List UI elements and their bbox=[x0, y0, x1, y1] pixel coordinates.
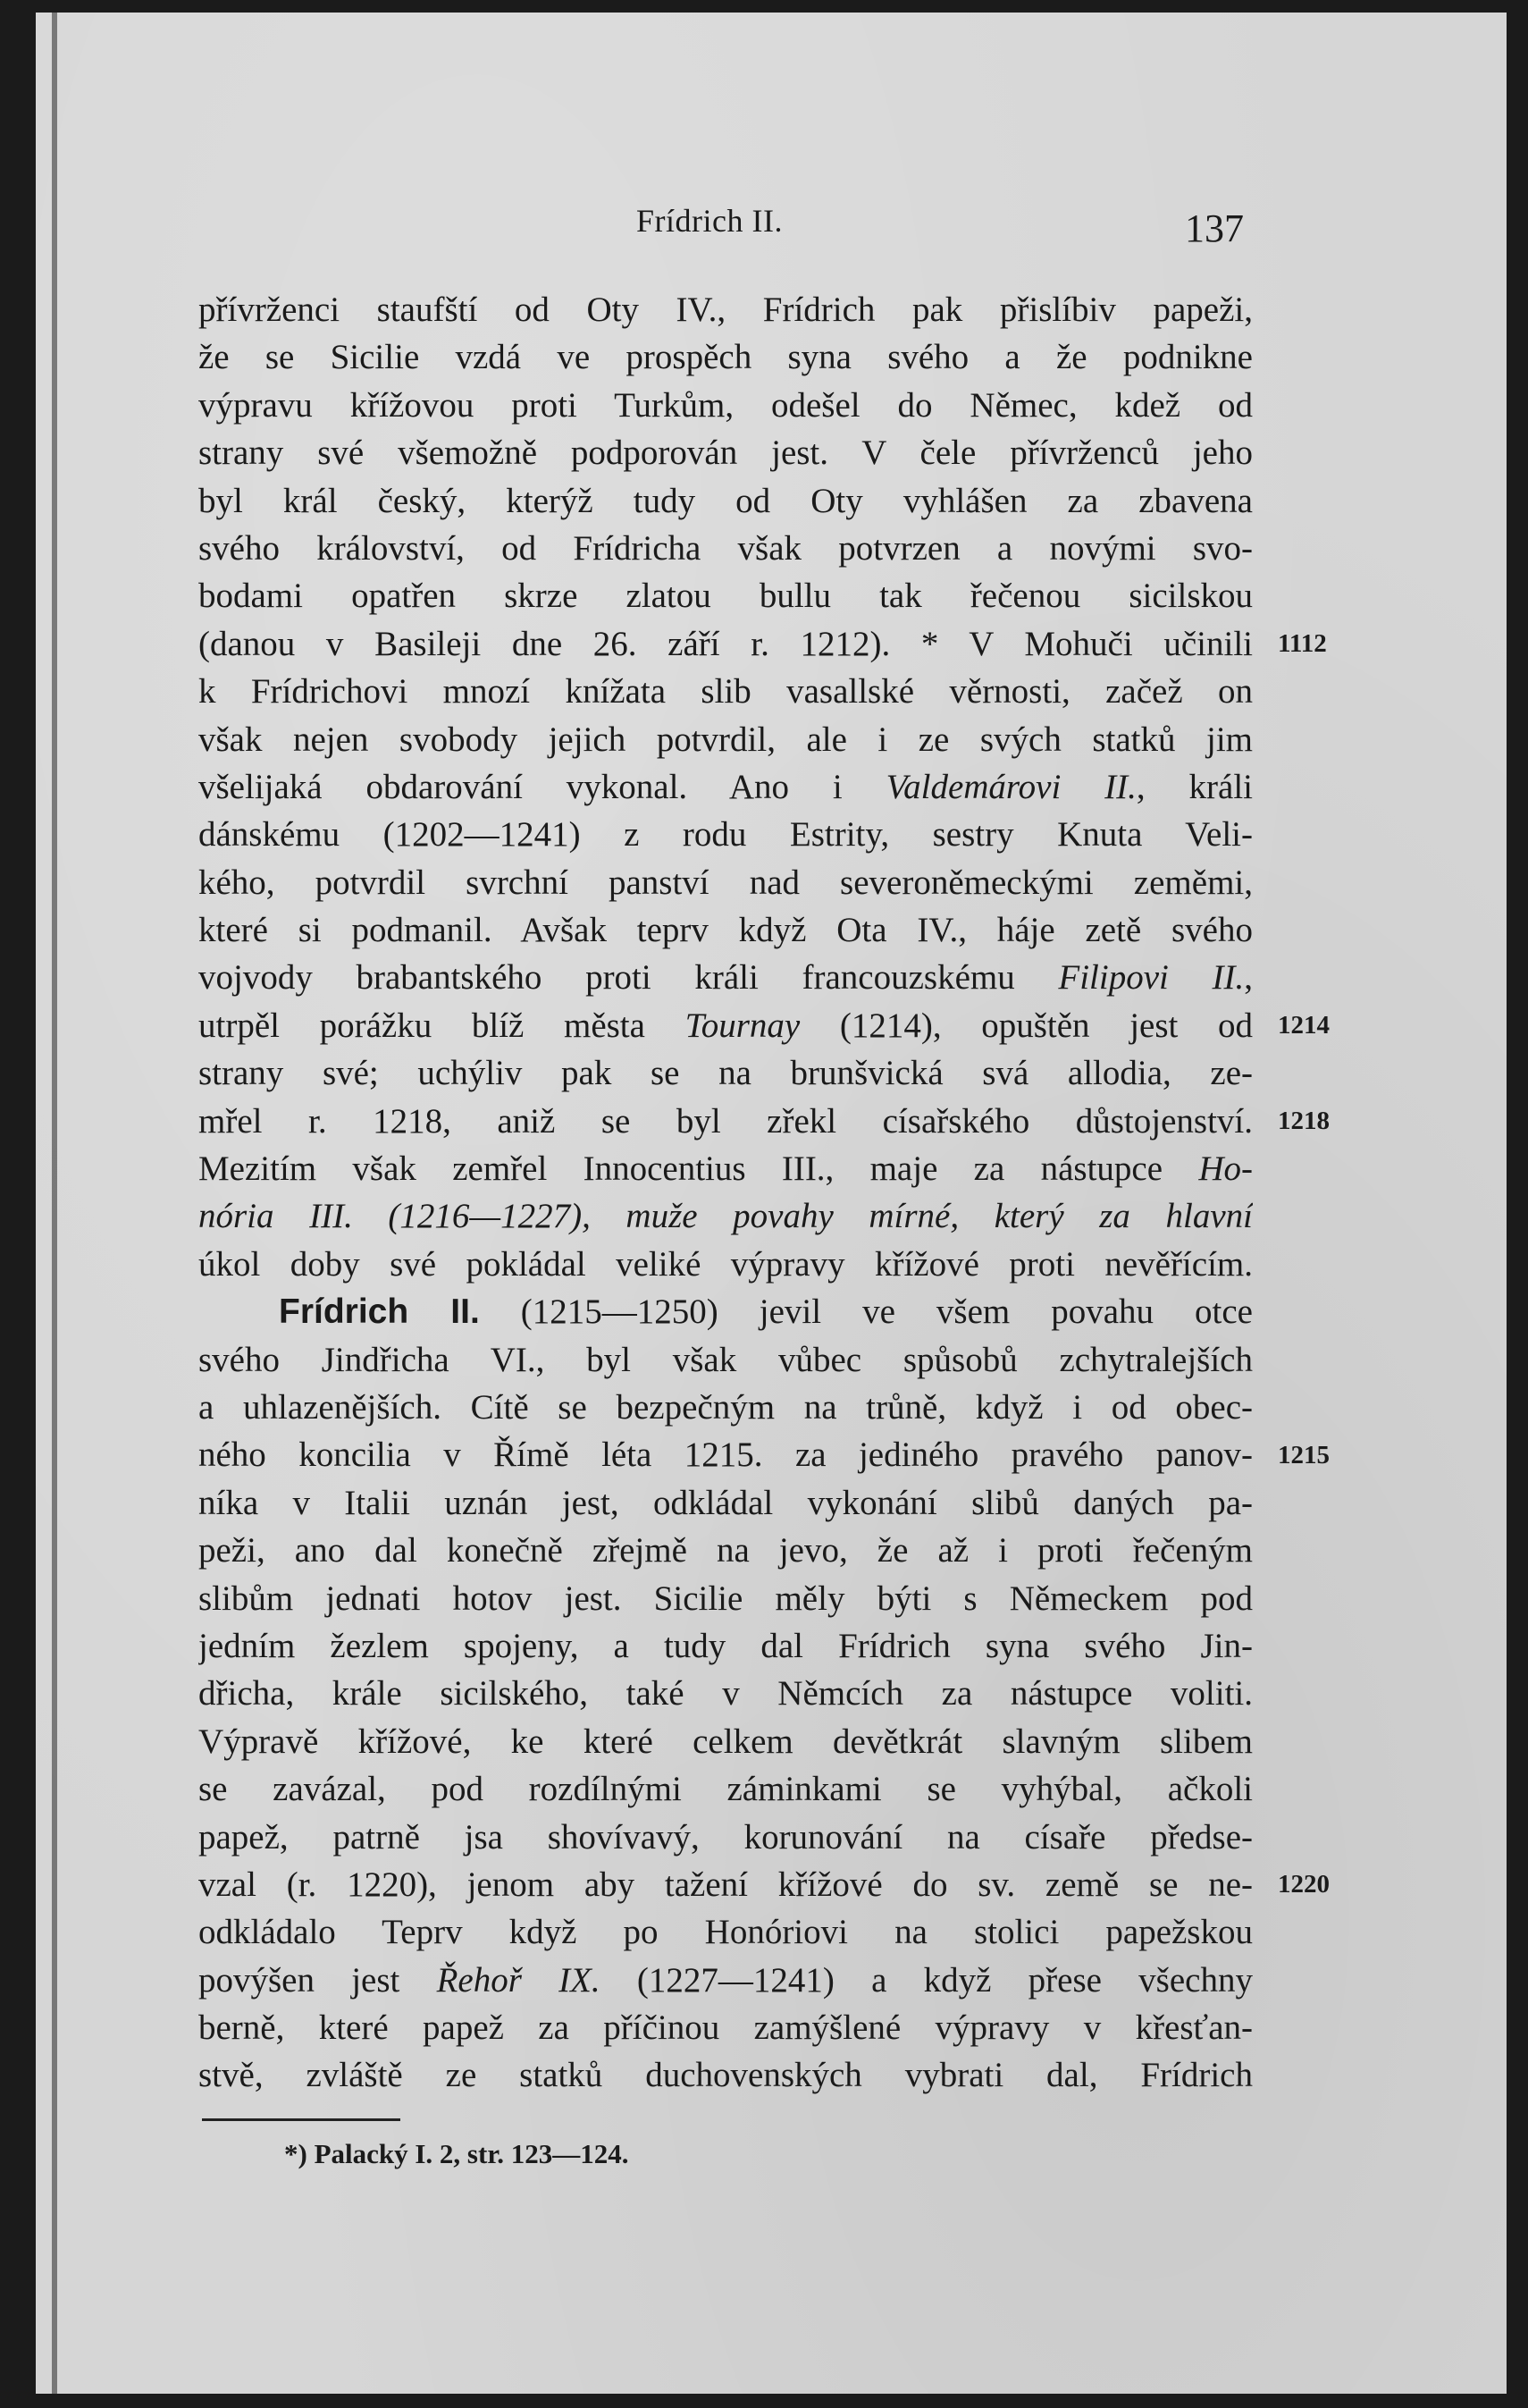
text-line: svého Jindřicha VI., byl však vůbec spůsobů zchytralejších bbox=[198, 1340, 1253, 1379]
text-segment: Mezitím však zemřel Innocentius III., maje za nástupce bbox=[198, 1149, 1199, 1189]
text-line: peži, ano dal konečně zřejmě na jevo, že až i proti řečeným bbox=[198, 1531, 1253, 1570]
text-line bbox=[198, 763, 1253, 811]
italic-name: Tournay bbox=[684, 1006, 801, 1045]
text-segment: utrpěl porážku blíž města bbox=[198, 1006, 685, 1045]
text-line: k Frídrichovi mnozí knížata slib vasallské věrnosti, začež on bbox=[198, 672, 1253, 711]
page-number: 137 bbox=[1185, 206, 1244, 250]
text-line: (danou v Basileji dne 26. září r. 1212). * V Mohuči učinili bbox=[198, 624, 1253, 663]
italic-name: Ho- bbox=[1198, 1149, 1253, 1189]
text-line: svého království, od Frídricha však potvrzen a novými svo- bbox=[198, 528, 1253, 568]
body-text bbox=[198, 286, 1253, 2100]
text-line: kého, potvrdil svrchní panství nad severoněmeckými zeměmi, bbox=[198, 863, 1253, 902]
text-line: které si podmanil. Avšak teprv když Ota IV., háje zetě svého bbox=[198, 911, 1253, 950]
text-segment: všelijaká obdarování vykonal. Ano i bbox=[198, 767, 886, 806]
text-line: dřicha, krále sicilského, také v Němcích za nástupce voliti. bbox=[198, 1674, 1253, 1713]
text-line: strany své všemožně podporován jest. V čele přívrženců jeho bbox=[198, 434, 1253, 473]
footnote: *) Palacký I. 2, str. 123—124. bbox=[284, 2138, 629, 2169]
text-line: strany své; uchýliv pak se na brunšvická svá allodia, ze- bbox=[198, 1054, 1253, 1093]
text-segment: , bbox=[1244, 958, 1253, 998]
margin-year: 1214 bbox=[1278, 1011, 1330, 1040]
text-line: Výpravě křížové, ke které celkem devětkrát slavným slibem bbox=[198, 1722, 1253, 1761]
binding-gutter bbox=[52, 13, 57, 2394]
text-line: dánskému (1202—1241) z rodu Estrity, sestry Knuta Veli- bbox=[198, 815, 1253, 855]
text-line bbox=[198, 1002, 1253, 1049]
text-line: níka v Italii uznán jest, odkládal vykonání slibů daných pa- bbox=[198, 1483, 1253, 1522]
text-line bbox=[198, 1145, 1253, 1192]
italic-name: nória III. (1216—1227), muže povahy mírné, který za hlavní bbox=[198, 1197, 1253, 1236]
text-line: slibům jednati hotov jest. Sicilie měly býti s Německem pod bbox=[198, 1579, 1253, 1618]
text-line: ného koncilia v Římě léta 1215. za jediného pravého panov- bbox=[198, 1436, 1253, 1475]
text-segment: , králi bbox=[1136, 767, 1253, 806]
running-head bbox=[0, 202, 1528, 256]
text-segment: (1227—1241) a když přese všechny bbox=[600, 1960, 1253, 2000]
text-line: výpravu křížovou proti Turkům, odešel do Němec, kdež od bbox=[198, 385, 1253, 425]
paragraph-start-line bbox=[198, 1288, 1253, 1335]
text-line: se zavázal, pod rozdílnými záminkami se vyhýbal, ačkoli bbox=[198, 1770, 1253, 1809]
italic-name: Filipovi II. bbox=[1058, 958, 1245, 998]
text-line: že se Sicilie vzdá ve prospěch syna svého a že podnikne bbox=[198, 338, 1253, 377]
text-line: přívrženci staufští od Oty IV., Frídrich pak přislíbiv papeži, bbox=[198, 290, 1253, 329]
text-line bbox=[198, 1192, 1253, 1240]
text-line bbox=[198, 954, 1253, 1001]
margin-year: 1220 bbox=[1278, 1870, 1330, 1899]
text-line: však nejen svobody jejich potvrdil, ale i ze svých statků jim bbox=[198, 720, 1253, 759]
text-line: papež, patrně jsa shovívavý, korunování na císaře předse- bbox=[198, 1817, 1253, 1857]
margin-year: 1112 bbox=[1278, 628, 1327, 658]
text-line: berně, které papež za příčinou zamýšlené výpravy v křesťan- bbox=[198, 2008, 1253, 2048]
running-title: Frídrich II. bbox=[636, 203, 783, 239]
section-heading: Frídrich II. bbox=[279, 1292, 480, 1332]
italic-name: Valdemárovi II. bbox=[886, 767, 1137, 806]
text-line: úkol doby své pokládal veliké výpravy křížové proti nevěřícím. bbox=[198, 1244, 1253, 1284]
text-line bbox=[198, 1957, 1253, 2004]
text-line: stvě, zvláště ze statků duchovenských vybrati dal, Frídrich bbox=[198, 2056, 1253, 2095]
text-segment: (1214), opuštěn jest od bbox=[800, 1006, 1253, 1045]
italic-name: Řehoř IX. bbox=[436, 1960, 600, 2000]
text-segment: (1215—1250) jevil ve všem povahu otce bbox=[479, 1292, 1253, 1332]
text-segment: vojvody brabantského proti králi francouzskému bbox=[198, 958, 1059, 998]
text-line: byl král český, kterýž tudy od Oty vyhlášen za zbavena bbox=[198, 481, 1253, 520]
margin-year: 1215 bbox=[1278, 1440, 1330, 1469]
text-line: mřel r. 1218, aniž se byl zřekl císařského důstojenství. bbox=[198, 1101, 1253, 1141]
text-line: a uhlazenějších. Cítě se bezpečným na trůně, když i od obec- bbox=[198, 1387, 1253, 1427]
text-line: vzal (r. 1220), jenom aby tažení křížové do sv. země se ne- bbox=[198, 1865, 1253, 1904]
margin-year: 1218 bbox=[1278, 1106, 1330, 1135]
text-segment: povýšen jest bbox=[198, 1960, 437, 2000]
text-line: jedním žezlem spojeny, a tudy dal Frídrich syna svého Jin- bbox=[198, 1626, 1253, 1665]
footnote-rule bbox=[202, 2118, 400, 2121]
text-line: odkládalo Teprv když po Honóriovi na stolici papežskou bbox=[198, 1913, 1253, 1952]
text-line: bodami opatřen skrze zlatou bullu tak řečenou sicilskou bbox=[198, 577, 1253, 616]
